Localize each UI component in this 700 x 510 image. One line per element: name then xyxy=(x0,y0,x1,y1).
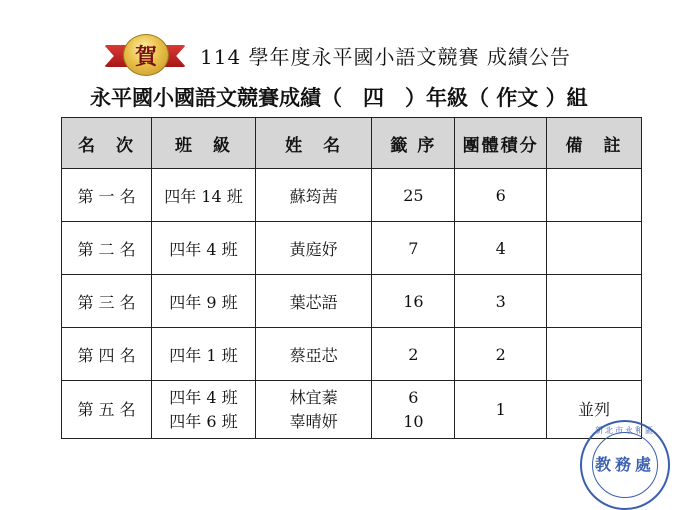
header-name: 姓 名 xyxy=(255,118,372,169)
name-line: 辜晴妍 xyxy=(289,411,338,431)
class-cell: 四年 1 班 xyxy=(152,328,256,381)
team-score-cell: 2 xyxy=(455,328,547,381)
header-row xyxy=(98,33,571,77)
header-team-score: 團體積分 xyxy=(455,118,547,169)
draw-order-line: 10 xyxy=(403,411,424,431)
draw-order-cell: 2 xyxy=(372,328,455,381)
header-class: 班 級 xyxy=(152,118,256,169)
class-line: 四年 4 班 xyxy=(169,387,238,407)
rank-cell: 第 二 名 xyxy=(62,222,152,275)
table-row xyxy=(62,328,642,381)
team-score-cell: 3 xyxy=(455,275,547,328)
team-score-cell: 6 xyxy=(455,169,547,222)
badge-text: 賀 xyxy=(134,44,157,70)
draw-order-cell xyxy=(372,381,455,439)
class-cell: 四年 14 班 xyxy=(152,169,256,222)
rank-cell: 第 四 名 xyxy=(62,328,152,381)
draw-order-line: 6 xyxy=(408,387,419,407)
remarks-cell xyxy=(547,222,642,275)
seal-arc-text: 新北市永和區 xyxy=(595,426,655,435)
table-row xyxy=(62,381,642,439)
draw-order-cell: 7 xyxy=(372,222,455,275)
class-cell: 四年 9 班 xyxy=(152,275,256,328)
header-rank: 名 次 xyxy=(62,118,152,169)
name-line: 林宜蓁 xyxy=(289,387,338,407)
draw-order-cell: 16 xyxy=(372,275,455,328)
rank-cell: 第 五 名 xyxy=(62,381,152,439)
page-subtitle: 永平國小國語文競賽成績（ 四 ）年級（ 作文 ）組 xyxy=(90,85,588,110)
team-score-cell: 1 xyxy=(455,381,547,439)
class-cell: 四年 4 班 xyxy=(152,222,256,275)
header-draw-order: 籤 序 xyxy=(372,118,455,169)
congratulations-badge xyxy=(98,33,192,77)
rank-cell: 第 三 名 xyxy=(62,275,152,328)
page-title: 114 學年度永平國小語文競賽 成績公告 xyxy=(200,44,571,69)
rank-cell: 第 一 名 xyxy=(62,169,152,222)
table-row xyxy=(62,275,642,328)
name-cell: 葉芯語 xyxy=(255,275,372,328)
remarks-cell xyxy=(547,169,642,222)
remarks-cell: 並列 xyxy=(547,381,642,439)
team-score-cell: 4 xyxy=(455,222,547,275)
name-cell: 蔡亞芯 xyxy=(255,328,372,381)
table-row xyxy=(62,222,642,275)
name-cell xyxy=(255,381,372,439)
name-cell: 黃庭妤 xyxy=(255,222,372,275)
office-seal-stamp xyxy=(580,420,670,510)
class-line: 四年 6 班 xyxy=(169,411,238,431)
header-remarks: 備 註 xyxy=(547,118,642,169)
remarks-cell xyxy=(547,328,642,381)
badge-medallion xyxy=(123,34,169,76)
seal-main-text: 教務處 xyxy=(594,455,655,474)
remarks-cell xyxy=(547,275,642,328)
table-header-row xyxy=(62,118,642,169)
name-cell: 蘇筠茜 xyxy=(255,169,372,222)
class-cell xyxy=(152,381,256,439)
table-row xyxy=(62,169,642,222)
results-table xyxy=(61,117,642,439)
draw-order-cell: 25 xyxy=(372,169,455,222)
